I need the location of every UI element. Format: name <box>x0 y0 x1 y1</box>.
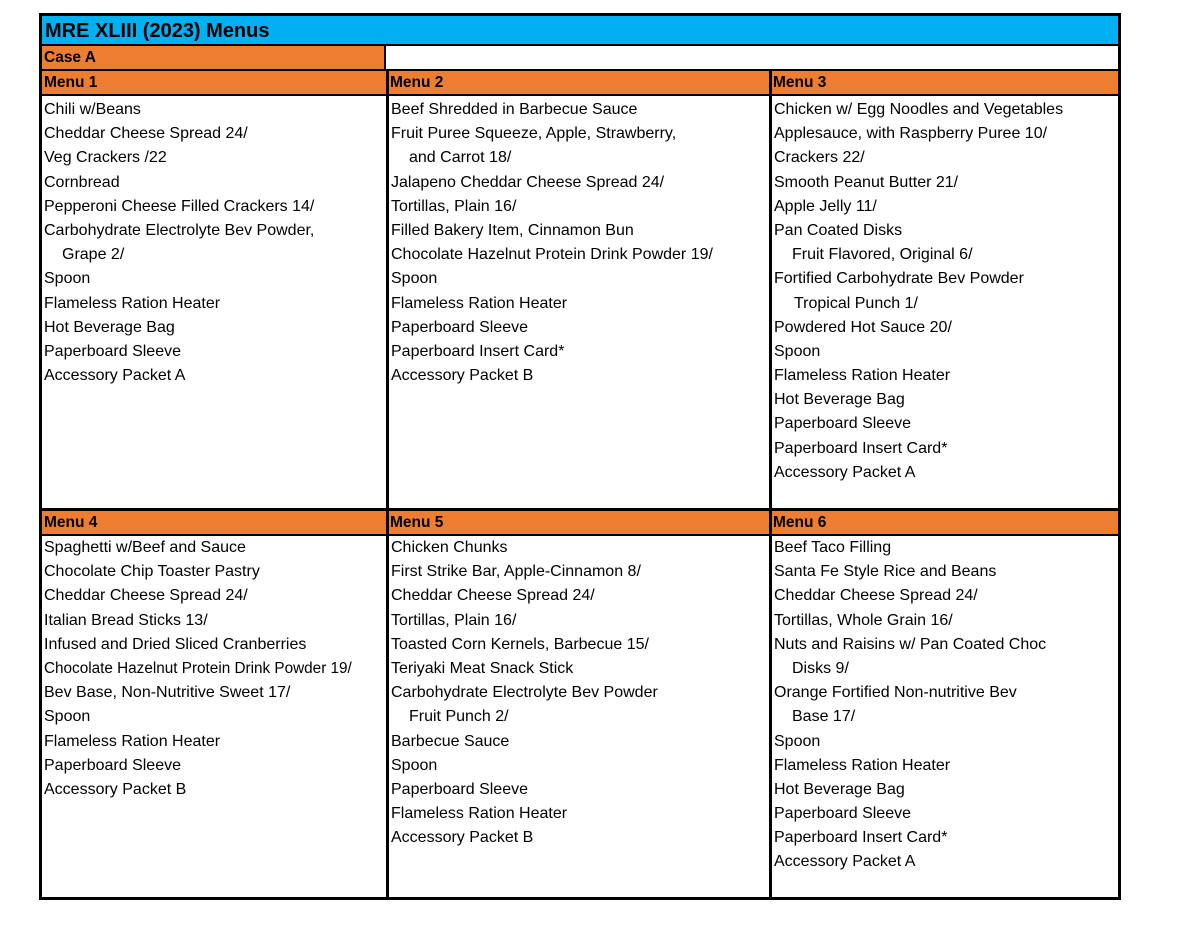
list-item: Chicken w/ Egg Noodles and Vegetables <box>774 101 1064 118</box>
list-item: Apple Jelly 11/ <box>774 197 877 215</box>
list-item: Flameless Ration Heater <box>391 294 568 312</box>
list-item: Flameless Ration Heater <box>391 805 568 823</box>
list-item: Filled Bakery Item, Cinnamon Bun <box>391 221 634 239</box>
list-item: Flameless Ration Heater <box>774 756 951 774</box>
list-item: Paperboard Sleeve <box>44 756 181 774</box>
list-item: Spaghetti w/Beef and Sauce <box>44 539 246 556</box>
list-item: Infused and Dried Sliced Cranberries <box>44 635 307 653</box>
menu-6-items <box>772 536 1118 875</box>
list-item: Fruit Puree Squeeze, Apple, Strawberry, <box>391 125 677 143</box>
list-item: Paperboard Insert Card* <box>391 342 565 360</box>
list-item: Base 17/ <box>792 708 856 726</box>
list-item: Paperboard Sleeve <box>44 342 181 360</box>
list-item: Tortillas, Whole Grain 16/ <box>774 611 953 629</box>
list-item: Accessory Packet A <box>774 463 916 481</box>
menu-2-items <box>389 98 769 388</box>
menu-table <box>39 13 1121 900</box>
list-item: Orange Fortified Non-nutritive Bev <box>774 684 1017 702</box>
list-item: Fortified Carbohydrate Bev Powder <box>774 270 1024 288</box>
list-item: Hot Beverage Bag <box>44 318 175 336</box>
list-item: Italian Bread Sticks 13/ <box>44 611 208 629</box>
list-item: Paperboard Sleeve <box>391 318 528 336</box>
list-item: Paperboard Sleeve <box>774 805 911 823</box>
list-item: Cornbread <box>44 173 120 191</box>
list-item: Spoon <box>391 270 438 288</box>
list-item: Accessory Packet A <box>44 367 186 385</box>
list-item: Pepperoni Cheese Filled Crackers 14/ <box>44 197 315 215</box>
menu-4-items <box>42 536 386 802</box>
menu-6-header <box>769 511 1118 536</box>
list-item: Smooth Peanut Butter 21/ <box>774 173 959 191</box>
list-item: Bev Base, Non-Nutritive Sweet 17/ <box>44 684 291 702</box>
list-item: Beef Shredded in Barbecue Sauce <box>391 101 638 118</box>
list-item: Teriyaki Meat Snack Stick <box>391 659 574 677</box>
case-label-cell <box>42 46 386 71</box>
list-item: Tropical Punch 1/ <box>794 294 918 312</box>
list-item: Chocolate Hazelnut Protein Drink Powder 19/ <box>391 246 713 264</box>
list-item: First Strike Bar, Apple-Cinnamon 8/ <box>391 563 641 581</box>
list-item: Cheddar Cheese Spread 24/ <box>774 587 978 605</box>
menu-1-header <box>42 71 386 96</box>
list-item: Crackers 22/ <box>774 149 865 167</box>
list-item: Chocolate Chip Toaster Pastry <box>44 563 260 581</box>
list-item: Spoon <box>44 270 91 288</box>
menu-4-header-label: Menu 4 <box>44 514 98 531</box>
list-item: Toasted Corn Kernels, Barbecue 15/ <box>391 635 649 653</box>
menu-3-header <box>769 71 1118 96</box>
list-item: Paperboard Sleeve <box>774 415 911 433</box>
case-blank-cell <box>386 46 1118 71</box>
menu-5-header <box>386 511 769 536</box>
list-item: Chili w/Beans <box>44 101 141 118</box>
list-item: Pan Coated Disks <box>774 221 903 239</box>
list-item: Jalapeno Cheddar Cheese Spread 24/ <box>391 173 665 191</box>
column-divider <box>386 71 389 897</box>
page-title: MRE XLIII (2023) Menus <box>45 20 270 42</box>
title-bar <box>42 16 1118 46</box>
menu-2-header-label: Menu 2 <box>390 74 444 91</box>
column-divider <box>769 71 772 897</box>
list-item: Chocolate Hazelnut Protein Drink Powder 19/ <box>44 659 352 677</box>
menu-3-header-label: Menu 3 <box>773 74 827 91</box>
list-item: Paperboard Sleeve <box>391 780 528 798</box>
list-item: and Carrot 18/ <box>409 149 512 167</box>
list-item: Flameless Ration Heater <box>44 294 221 312</box>
list-item: Spoon <box>774 342 821 360</box>
list-item: Nuts and Raisins w/ Pan Coated Choc <box>774 635 1047 653</box>
list-item: Hot Beverage Bag <box>774 391 905 409</box>
list-item: Fruit Flavored, Original 6/ <box>792 246 973 264</box>
menu-1-header-label: Menu 1 <box>44 74 98 91</box>
list-item: Flameless Ration Heater <box>44 732 221 750</box>
list-item: Tortillas, Plain 16/ <box>391 611 517 629</box>
list-item: Carbohydrate Electrolyte Bev Powder, <box>44 221 315 239</box>
list-item: Carbohydrate Electrolyte Bev Powder <box>391 684 658 702</box>
menu-3-items <box>772 98 1118 485</box>
menu-4-header <box>42 511 386 536</box>
list-item: Chicken Chunks <box>391 539 508 556</box>
list-item: Spoon <box>774 732 821 750</box>
list-item: Disks 9/ <box>792 659 849 677</box>
list-item: Accessory Packet B <box>391 829 534 847</box>
list-item: Paperboard Insert Card* <box>774 829 948 847</box>
list-item: Applesauce, with Raspberry Puree 10/ <box>774 125 1048 143</box>
list-item: Beef Taco Filling <box>774 539 892 556</box>
menu-5-header-label: Menu 5 <box>390 514 444 531</box>
list-item: Accessory Packet B <box>391 367 534 385</box>
list-item: Flameless Ration Heater <box>774 367 951 385</box>
menu-2-header <box>386 71 769 96</box>
list-item: Hot Beverage Bag <box>774 780 905 798</box>
list-item: Tortillas, Plain 16/ <box>391 197 517 215</box>
menu-1-items <box>42 98 386 388</box>
list-item: Powdered Hot Sauce 20/ <box>774 318 952 336</box>
list-item: Paperboard Insert Card* <box>774 439 948 457</box>
list-item: Barbecue Sauce <box>391 732 510 750</box>
list-item: Grape 2/ <box>62 246 125 264</box>
case-label: Case A <box>44 49 96 66</box>
menu-6-header-label: Menu 6 <box>773 514 827 531</box>
list-item: Accessory Packet A <box>774 853 916 871</box>
list-item: Cheddar Cheese Spread 24/ <box>44 587 248 605</box>
list-item: Spoon <box>391 756 438 774</box>
list-item: Accessory Packet B <box>44 780 187 798</box>
list-item: Santa Fe Style Rice and Beans <box>774 563 997 581</box>
list-item: Cheddar Cheese Spread 24/ <box>391 587 595 605</box>
list-item: Fruit Punch 2/ <box>409 708 509 726</box>
list-item: Cheddar Cheese Spread 24/ <box>44 125 248 143</box>
list-item: Veg Crackers /22 <box>44 149 167 167</box>
list-item: Spoon <box>44 708 91 726</box>
menu-5-items <box>389 536 769 850</box>
